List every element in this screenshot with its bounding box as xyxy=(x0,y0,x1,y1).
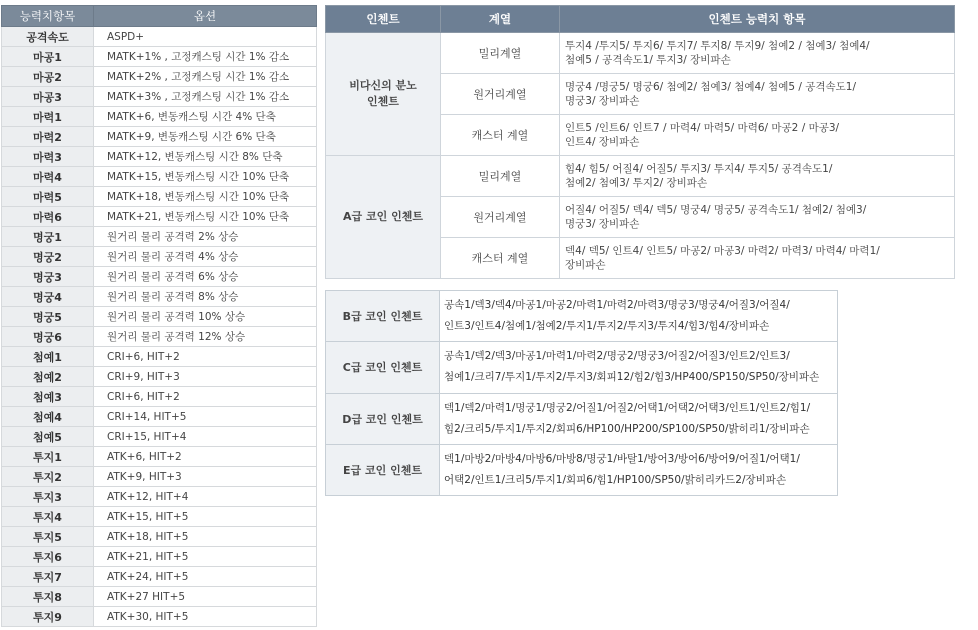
enchant-group-name-line2: 인첸트 xyxy=(367,95,399,108)
stat-key: 투지7 xyxy=(2,567,94,587)
enchant-items xyxy=(560,156,955,197)
stat-row xyxy=(2,587,317,607)
stat-value: MATK+2% , 고정캐스팅 시간 1% 감소 xyxy=(94,67,317,87)
enchant-class: 원거리계열 xyxy=(441,197,560,238)
stat-key: 명궁4 xyxy=(2,287,94,307)
stat-row xyxy=(2,547,317,567)
stat-row xyxy=(2,407,317,427)
stat-row xyxy=(2,367,317,387)
enchant-row xyxy=(326,156,955,197)
stat-row xyxy=(2,267,317,287)
enchant-items-line1: 투지4 /투지5/ 투지6/ 투지7/ 투지8/ 투지9/ 첨예2 / 첨예3/ 첨예4/ xyxy=(565,40,870,52)
stat-row xyxy=(2,227,317,247)
stat-key: 명궁1 xyxy=(2,227,94,247)
stat-header-key: 능력치항목 xyxy=(2,6,94,27)
stat-value: ATK+6, HIT+2 xyxy=(94,447,317,467)
coin-items-line2: 인트3/인트4/첨예1/첨예2/투지1/투지2/투지3/투지4/힘3/힘4/장비파손 xyxy=(444,320,770,333)
coin-enchant-table xyxy=(325,290,838,496)
stat-value: ATK+30, HIT+5 xyxy=(94,607,317,627)
enchant-items-line2: 인트4/ 장비파손 xyxy=(565,136,640,148)
stat-value: CRI+6, HIT+2 xyxy=(94,347,317,367)
stat-value: ATK+21, HIT+5 xyxy=(94,547,317,567)
stat-value: ATK+27 HIT+5 xyxy=(94,587,317,607)
enchant-items-line1: 덱4/ 덱5/ 인트4/ 인트5/ 마공2/ 마공3/ 마력2/ 마력3/ 마력4/ 마력1/ xyxy=(565,245,880,257)
stat-value: ATK+9, HIT+3 xyxy=(94,467,317,487)
stat-value: ATK+12, HIT+4 xyxy=(94,487,317,507)
stat-row xyxy=(2,467,317,487)
stat-key: 명궁5 xyxy=(2,307,94,327)
stat-value: ATK+24, HIT+5 xyxy=(94,567,317,587)
stat-key: 투지2 xyxy=(2,467,94,487)
stat-value: MATK+15, 변동캐스팅 시간 10% 단축 xyxy=(94,167,317,187)
enchant-class: 캐스터 계열 xyxy=(441,238,560,279)
stat-row xyxy=(2,487,317,507)
enchant-items-line1: 명궁4 /명궁5/ 명궁6/ 첨예2/ 첨예3/ 첨예4/ 첨예5 / 공격속도1/ xyxy=(565,81,857,93)
stat-header-option: 옵션 xyxy=(94,6,317,27)
stat-row xyxy=(2,187,317,207)
stat-value: CRI+15, HIT+4 xyxy=(94,427,317,447)
stat-value: CRI+6, HIT+2 xyxy=(94,387,317,407)
stat-value: MATK+3% , 고정캐스팅 시간 1% 감소 xyxy=(94,87,317,107)
coin-items xyxy=(440,291,838,342)
enchant-items-line1: 힘4/ 힘5/ 어질4/ 어질5/ 투지3/ 투지4/ 투지5/ 공격속도1/ xyxy=(565,163,833,175)
enchant-items-line2: 명궁3/ 장비파손 xyxy=(565,218,640,230)
enchant-items xyxy=(560,115,955,156)
coin-row xyxy=(326,342,838,393)
stat-value: ATK+15, HIT+5 xyxy=(94,507,317,527)
stat-row xyxy=(2,207,317,227)
enchant-items xyxy=(560,238,955,279)
enchant-items-line2: 장비파손 xyxy=(565,259,606,271)
stat-row xyxy=(2,167,317,187)
stat-key: 마력6 xyxy=(2,207,94,227)
stat-key: 마력3 xyxy=(2,147,94,167)
coin-grade: C급 코인 인첸트 xyxy=(326,342,440,393)
stat-key: 첨예4 xyxy=(2,407,94,427)
enchant-items-line2: 첨예2/ 첨예3/ 투지2/ 장비파손 xyxy=(565,177,708,189)
stat-row xyxy=(2,147,317,167)
enchant-header-class: 계열 xyxy=(441,6,560,33)
stat-value: CRI+9, HIT+3 xyxy=(94,367,317,387)
stat-row xyxy=(2,127,317,147)
stat-row xyxy=(2,307,317,327)
stat-value: MATK+21, 변동캐스팅 시간 10% 단축 xyxy=(94,207,317,227)
coin-items xyxy=(440,444,838,495)
enchant-class: 밀리계열 xyxy=(441,156,560,197)
enchant-row xyxy=(326,33,955,74)
coin-items-line1: 덱1/마방2/마방4/마방6/마방8/명궁1/바탈1/방어3/방어6/방어9/어질1/어택1/ xyxy=(444,452,800,465)
stat-row xyxy=(2,507,317,527)
enchant-class: 원거리계열 xyxy=(441,74,560,115)
stat-table-header-row xyxy=(2,6,317,27)
enchant-table xyxy=(325,5,955,279)
stat-row xyxy=(2,27,317,47)
stat-value: CRI+14, HIT+5 xyxy=(94,407,317,427)
stat-key: 마공2 xyxy=(2,67,94,87)
stat-key: 첨예1 xyxy=(2,347,94,367)
stat-key: 마공1 xyxy=(2,47,94,67)
stat-key: 첨예2 xyxy=(2,367,94,387)
coin-grade: B급 코인 인첸트 xyxy=(326,291,440,342)
stat-key: 투지9 xyxy=(2,607,94,627)
enchant-group-name-line1: A급 코인 인첸트 xyxy=(343,210,423,223)
stat-key: 투지4 xyxy=(2,507,94,527)
coin-grade: D급 코인 인첸트 xyxy=(326,393,440,444)
coin-grade: E급 코인 인첸트 xyxy=(326,444,440,495)
enchant-items-line2: 첨예5 / 공격속도1/ 투지3/ 장비파손 xyxy=(565,54,731,66)
stat-key: 명궁6 xyxy=(2,327,94,347)
enchant-group-name xyxy=(326,33,441,156)
stat-row xyxy=(2,527,317,547)
stat-value: MATK+12, 변동캐스팅 시간 8% 단축 xyxy=(94,147,317,167)
stat-value: MATK+18, 변동캐스팅 시간 10% 단축 xyxy=(94,187,317,207)
enchant-class: 캐스터 계열 xyxy=(441,115,560,156)
stat-key: 첨예3 xyxy=(2,387,94,407)
coin-items-line2: 힘2/크리5/투지1/투지2/회피6/HP100/HP200/SP100/SP50/밝히리1/장비파손 xyxy=(444,422,810,435)
stat-row xyxy=(2,67,317,87)
enchant-group-name xyxy=(326,156,441,279)
enchant-class: 밀리계열 xyxy=(441,33,560,74)
stat-key: 투지1 xyxy=(2,447,94,467)
stat-key: 투지6 xyxy=(2,547,94,567)
coin-row xyxy=(326,291,838,342)
stat-key: 명궁2 xyxy=(2,247,94,267)
stat-value: ATK+18, HIT+5 xyxy=(94,527,317,547)
enchant-items-line1: 어질4/ 어질5/ 덱4/ 덱5/ 명궁4/ 명궁5/ 공격속도1/ 첨예2/ 첨예3/ xyxy=(565,204,867,216)
coin-items-line1: 덱1/덱2/마력1/명궁1/명궁2/어질1/어질2/어택1/어택2/어택3/인트1/인트2/힘1/ xyxy=(444,401,811,414)
coin-items-line2: 첨예1/크리7/투지1/투지2/투지3/회피12/힘2/힘3/HP400/SP150/SP50/장비파손 xyxy=(444,371,820,384)
enchant-group-name-line1: 비다신의 분노 xyxy=(349,79,417,92)
stat-row xyxy=(2,327,317,347)
stat-row xyxy=(2,87,317,107)
stat-row xyxy=(2,387,317,407)
stat-value: ASPD+ xyxy=(94,27,317,47)
stat-value: 원거리 물리 공격력 6% 상승 xyxy=(94,267,317,287)
stat-value: 원거리 물리 공격력 12% 상승 xyxy=(94,327,317,347)
stat-key: 마력2 xyxy=(2,127,94,147)
stat-key: 마력4 xyxy=(2,167,94,187)
stat-key: 투지8 xyxy=(2,587,94,607)
coin-row xyxy=(326,444,838,495)
enchant-items-line1: 인트5 /인트6/ 인트7 / 마력4/ 마력5/ 마력6/ 마공2 / 마공3/ xyxy=(565,122,840,134)
stat-row xyxy=(2,347,317,367)
stat-value: 원거리 물리 공격력 8% 상승 xyxy=(94,287,317,307)
stat-value: 원거리 물리 공격력 2% 상승 xyxy=(94,227,317,247)
stat-value: MATK+9, 변동캐스팅 시간 6% 단축 xyxy=(94,127,317,147)
stat-key: 투지3 xyxy=(2,487,94,507)
stat-option-table xyxy=(1,5,317,627)
stat-row xyxy=(2,107,317,127)
stat-row xyxy=(2,607,317,627)
stat-row xyxy=(2,427,317,447)
stat-value: 원거리 물리 공격력 10% 상승 xyxy=(94,307,317,327)
stat-row xyxy=(2,567,317,587)
stat-row xyxy=(2,287,317,307)
coin-items xyxy=(440,342,838,393)
coin-row xyxy=(326,393,838,444)
enchant-items xyxy=(560,33,955,74)
coin-items xyxy=(440,393,838,444)
enchant-header-items: 인첸트 능력치 항목 xyxy=(560,6,955,33)
stat-key: 공격속도 xyxy=(2,27,94,47)
stat-value: MATK+1% , 고정캐스팅 시간 1% 감소 xyxy=(94,47,317,67)
stat-key: 마공3 xyxy=(2,87,94,107)
stat-value: MATK+6, 변동캐스팅 시간 4% 단축 xyxy=(94,107,317,127)
coin-items-line2: 어택2/인트1/크리5/투지1/회피6/힘1/HP100/SP50/밝히리카드2/장비파손 xyxy=(444,473,787,486)
enchant-items xyxy=(560,74,955,115)
stat-row xyxy=(2,447,317,467)
stat-key: 명궁3 xyxy=(2,267,94,287)
enchant-table-header-row xyxy=(326,6,955,33)
stat-row xyxy=(2,47,317,67)
stat-key: 마력5 xyxy=(2,187,94,207)
stat-key: 첨예5 xyxy=(2,427,94,447)
stat-key: 마력1 xyxy=(2,107,94,127)
coin-items-line1: 공속1/덱3/덱4/마공1/마공2/마력1/마력2/마력3/명궁3/명궁4/어질3/어질4/ xyxy=(444,299,790,312)
coin-items-line1: 공속1/덱2/덱3/마공1/마력1/마력2/명궁2/명궁3/어질2/어질3/인트2/인트3/ xyxy=(444,350,790,363)
enchant-items-line2: 명궁3/ 장비파손 xyxy=(565,95,640,107)
stat-key: 투지5 xyxy=(2,527,94,547)
enchant-header-enchant: 인첸트 xyxy=(326,6,441,33)
stat-value: 원거리 물리 공격력 4% 상승 xyxy=(94,247,317,267)
enchant-items xyxy=(560,197,955,238)
stat-row xyxy=(2,247,317,267)
